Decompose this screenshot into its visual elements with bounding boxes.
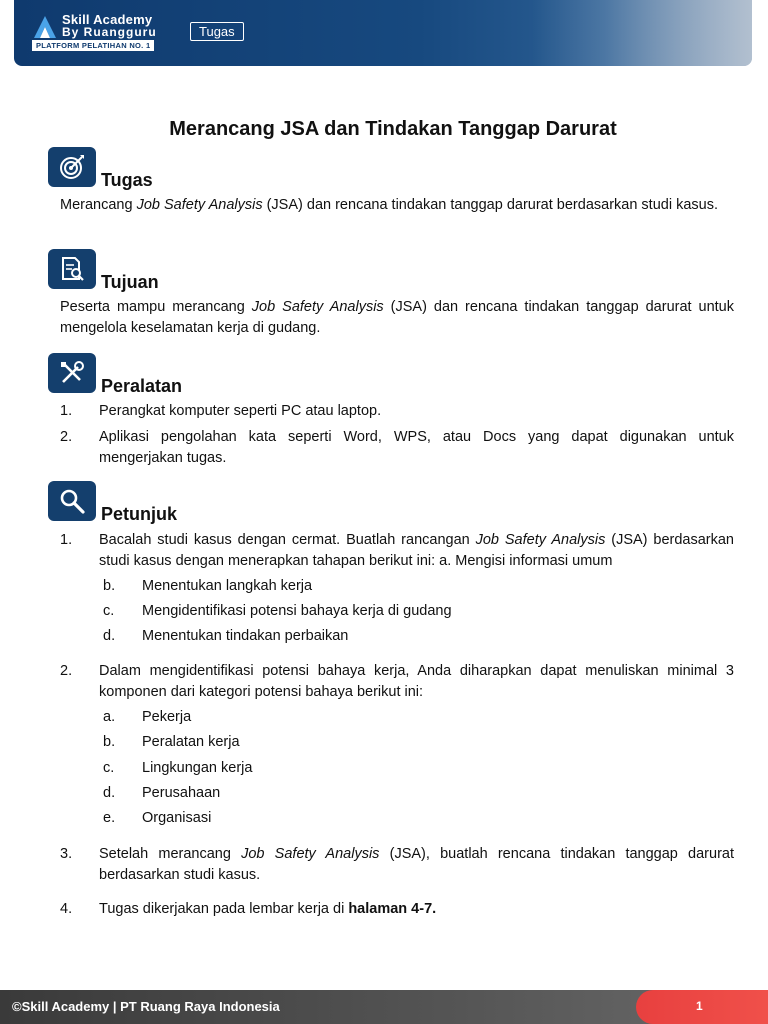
header-tag: Tugas bbox=[190, 22, 244, 41]
skill-academy-logo-icon bbox=[32, 14, 58, 40]
header-decoration bbox=[532, 0, 752, 66]
page-number: 1 bbox=[696, 999, 703, 1013]
brand-subname: By Ruangguru bbox=[62, 25, 157, 39]
list-item: 1. Bacalah studi kasus dengan cermat. Buatlah rancangan Job Safety Analysis (JSA) berdasarkan studi kasus dengan menerapkan tahapan berikut ini: a. Mengisi informasi umum bbox=[60, 532, 734, 569]
section-text-tujuan: Peserta mampu merancang Job Safety Analysis (JSA) dan rencana tindakan tanggap darurat untuk mengelola keselamatan kerja di gudang. bbox=[60, 299, 734, 336]
header-banner bbox=[14, 0, 752, 66]
list-item: 2. Dalam mengidentifikasi potensi bahaya kerja, Anda diharapkan dapat menuliskan minimal 3 komponen dari kategori potensi bahaya berikut ini: bbox=[60, 663, 734, 700]
magnifier-icon bbox=[48, 481, 96, 521]
target-icon bbox=[48, 147, 96, 187]
section-heading-tujuan: Tujuan bbox=[101, 272, 159, 292]
section-heading-petunjuk: Petunjuk bbox=[101, 504, 178, 524]
page-number-badge bbox=[636, 990, 768, 1024]
list-item: 3. Setelah merancang Job Safety Analysis (JSA), buatlah rencana tindakan tanggap darurat berdasarkan studi kasus. bbox=[60, 846, 735, 883]
document-search-icon bbox=[48, 249, 96, 289]
footer-bar bbox=[0, 990, 768, 1024]
page-title: Merancang JSA dan Tindakan Tanggap Darurat bbox=[169, 118, 617, 140]
section-heading-peralatan: Peralatan bbox=[101, 376, 183, 396]
list-item: 2. Aplikasi pengolahan kata seperti Word, WPS, atau Docs yang dapat digunakan untuk mengerjakan tugas. bbox=[60, 429, 734, 466]
section-heading-tugas: Tugas bbox=[101, 170, 153, 190]
brand-name: Skill Academy bbox=[62, 12, 153, 27]
brand-badge: PLATFORM PELATIHAN NO. 1 bbox=[32, 40, 154, 51]
section-text-tugas: Merancang Job Safety Analysis (JSA) dan rencana tindakan tanggap darurat berdasarkan studi kasus. bbox=[60, 197, 718, 213]
footer-copyright: ©Skill Academy | PT Ruang Raya Indonesia bbox=[12, 999, 280, 1014]
tools-icon bbox=[48, 353, 96, 393]
